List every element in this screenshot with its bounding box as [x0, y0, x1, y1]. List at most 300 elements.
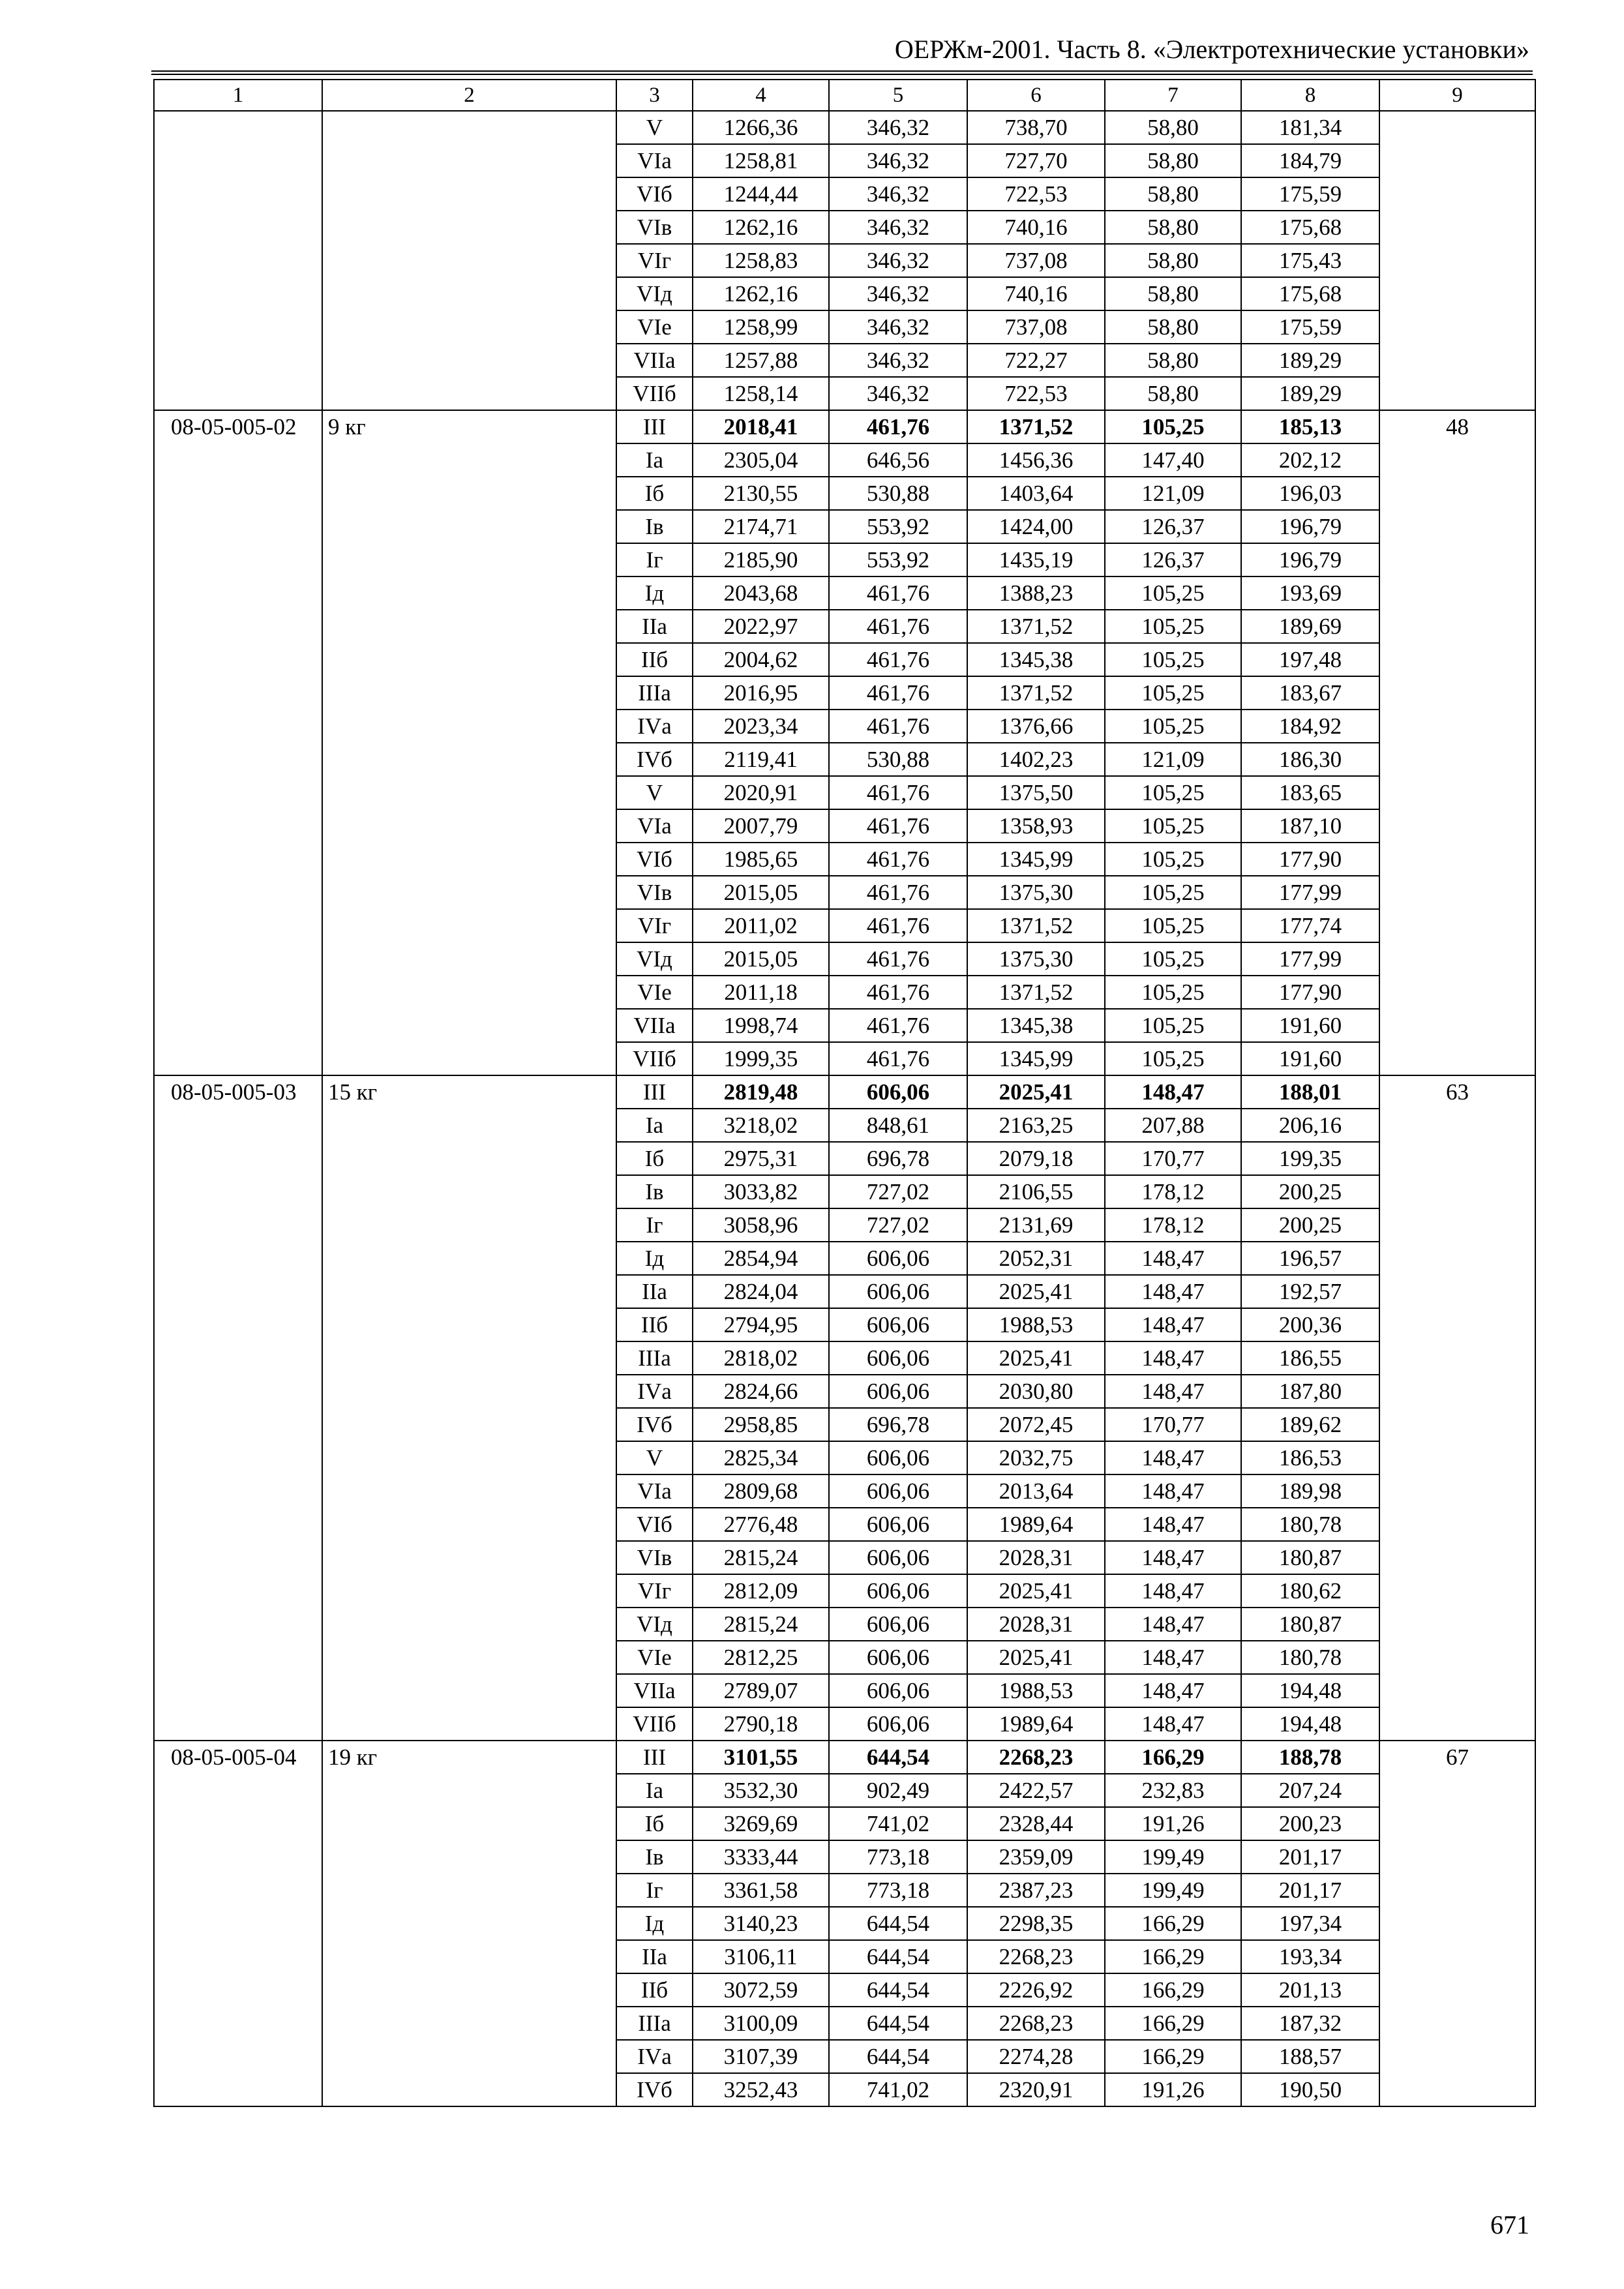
value-cell: 188,78 — [1241, 1741, 1379, 1774]
value-cell: 2163,25 — [967, 1109, 1105, 1142]
value-cell: 1345,38 — [967, 1009, 1105, 1042]
zone-cell: VIе — [616, 310, 693, 344]
value-cell: 200,25 — [1241, 1208, 1379, 1242]
value-cell: 3072,59 — [693, 1973, 829, 2007]
position-code-cell: 08-05-005-03 — [154, 1075, 322, 1741]
value-cell: 346,32 — [829, 244, 967, 277]
value-cell: 201,13 — [1241, 1973, 1379, 2007]
value-cell: 3218,02 — [693, 1109, 829, 1142]
value-cell: 346,32 — [829, 177, 967, 211]
value-cell: 187,10 — [1241, 809, 1379, 843]
zone-cell: Iб — [616, 1807, 693, 1840]
value-cell: 189,62 — [1241, 1408, 1379, 1441]
value-cell: 202,12 — [1241, 443, 1379, 477]
value-cell: 461,76 — [829, 909, 967, 942]
value-cell: 3101,55 — [693, 1741, 829, 1774]
value-cell: 2131,69 — [967, 1208, 1105, 1242]
value-cell: 2016,95 — [693, 676, 829, 710]
value-cell: 2268,23 — [967, 2007, 1105, 2040]
value-cell: 186,30 — [1241, 743, 1379, 776]
value-cell: 1371,52 — [967, 909, 1105, 942]
value-cell: 2043,68 — [693, 576, 829, 610]
value-cell: 2022,97 — [693, 610, 829, 643]
zone-cell: IVб — [616, 1408, 693, 1441]
value-cell: 177,90 — [1241, 843, 1379, 876]
value-cell: 1375,30 — [967, 876, 1105, 909]
value-cell: 2174,71 — [693, 510, 829, 543]
zone-cell: VIб — [616, 1508, 693, 1541]
value-cell: 178,12 — [1105, 1175, 1241, 1208]
value-cell: 1375,50 — [967, 776, 1105, 809]
value-cell: 105,25 — [1105, 843, 1241, 876]
value-cell: 148,47 — [1105, 1308, 1241, 1341]
value-cell: 148,47 — [1105, 1641, 1241, 1674]
zone-cell: VIд — [616, 277, 693, 310]
value-cell: 2185,90 — [693, 543, 829, 576]
zone-cell: IIIа — [616, 676, 693, 710]
zone-cell: V — [616, 111, 693, 144]
value-cell: 199,49 — [1105, 1874, 1241, 1907]
value-cell: 58,80 — [1105, 244, 1241, 277]
value-cell: 191,60 — [1241, 1042, 1379, 1075]
value-cell: 644,54 — [829, 1940, 967, 1973]
zone-cell: Iа — [616, 1774, 693, 1807]
column-number: 7 — [1105, 80, 1241, 111]
value-cell: 2011,02 — [693, 909, 829, 942]
column-9-cell — [1379, 111, 1535, 410]
table-row — [154, 410, 1535, 443]
value-cell: 2790,18 — [693, 1707, 829, 1741]
value-cell: 206,16 — [1241, 1109, 1379, 1142]
column-number: 8 — [1241, 80, 1379, 111]
value-cell: 2004,62 — [693, 643, 829, 676]
zone-cell: IIб — [616, 1973, 693, 2007]
value-cell: 170,77 — [1105, 1142, 1241, 1175]
value-cell: 2825,34 — [693, 1441, 829, 1474]
value-cell: 200,25 — [1241, 1175, 1379, 1208]
value-cell: 606,06 — [829, 1341, 967, 1375]
value-cell: 3269,69 — [693, 1807, 829, 1840]
value-cell: 185,13 — [1241, 410, 1379, 443]
value-cell: 696,78 — [829, 1142, 967, 1175]
value-cell: 105,25 — [1105, 643, 1241, 676]
value-cell: 740,16 — [967, 211, 1105, 244]
zone-cell: Iг — [616, 543, 693, 576]
zone-cell: IIа — [616, 610, 693, 643]
value-cell: 461,76 — [829, 809, 967, 843]
value-cell: 848,61 — [829, 1109, 967, 1142]
value-cell: 644,54 — [829, 1741, 967, 1774]
value-cell: 606,06 — [829, 1075, 967, 1109]
value-cell: 1371,52 — [967, 976, 1105, 1009]
zone-cell: VIIа — [616, 344, 693, 377]
value-cell: 346,32 — [829, 111, 967, 144]
price-table — [153, 79, 1536, 2107]
value-cell: 530,88 — [829, 477, 967, 510]
value-cell: 1402,23 — [967, 743, 1105, 776]
value-cell: 3100,09 — [693, 2007, 829, 2040]
zone-cell: IVа — [616, 1375, 693, 1408]
zone-cell: Iа — [616, 443, 693, 477]
value-cell: 737,08 — [967, 244, 1105, 277]
value-cell: 121,09 — [1105, 743, 1241, 776]
value-cell: 147,40 — [1105, 443, 1241, 477]
value-cell: 105,25 — [1105, 809, 1241, 843]
value-cell: 196,03 — [1241, 477, 1379, 510]
value-cell: 180,62 — [1241, 1574, 1379, 1608]
value-cell: 194,48 — [1241, 1674, 1379, 1707]
value-cell: 461,76 — [829, 876, 967, 909]
value-cell: 58,80 — [1105, 344, 1241, 377]
column-9-cell: 48 — [1379, 410, 1535, 1075]
value-cell: 606,06 — [829, 1641, 967, 1674]
value-cell: 2023,34 — [693, 710, 829, 743]
value-cell: 2422,57 — [967, 1774, 1105, 1807]
zone-cell: VIIб — [616, 1042, 693, 1075]
value-cell: 2028,31 — [967, 1608, 1105, 1641]
value-cell: 3252,43 — [693, 2073, 829, 2106]
value-cell: 180,87 — [1241, 1541, 1379, 1574]
value-cell: 148,47 — [1105, 1441, 1241, 1474]
value-cell: 346,32 — [829, 310, 967, 344]
value-cell: 177,74 — [1241, 909, 1379, 942]
value-cell: 1988,53 — [967, 1308, 1105, 1341]
value-cell: 201,17 — [1241, 1840, 1379, 1874]
value-cell: 199,35 — [1241, 1142, 1379, 1175]
value-cell: 1989,64 — [967, 1508, 1105, 1541]
value-cell: 1258,99 — [693, 310, 829, 344]
value-cell: 461,76 — [829, 610, 967, 643]
value-cell: 175,68 — [1241, 277, 1379, 310]
value-cell: 1258,14 — [693, 377, 829, 410]
value-cell: 461,76 — [829, 843, 967, 876]
value-cell: 553,92 — [829, 543, 967, 576]
value-cell: 553,92 — [829, 510, 967, 543]
zone-cell: IVб — [616, 743, 693, 776]
value-cell: 126,37 — [1105, 510, 1241, 543]
zone-cell: VIг — [616, 1574, 693, 1608]
value-cell: 193,69 — [1241, 576, 1379, 610]
value-cell: 2007,79 — [693, 809, 829, 843]
value-cell: 184,79 — [1241, 144, 1379, 177]
value-cell: 201,17 — [1241, 1874, 1379, 1907]
value-cell: 2359,09 — [967, 1840, 1105, 1874]
value-cell: 166,29 — [1105, 2007, 1241, 2040]
zone-cell: IIа — [616, 1275, 693, 1308]
value-cell: 3532,30 — [693, 1774, 829, 1807]
value-cell: 1456,36 — [967, 443, 1105, 477]
value-cell: 189,29 — [1241, 377, 1379, 410]
value-cell: 2130,55 — [693, 477, 829, 510]
value-cell: 184,92 — [1241, 710, 1379, 743]
zone-cell: III — [616, 410, 693, 443]
zone-cell: Iа — [616, 1109, 693, 1142]
value-cell: 606,06 — [829, 1508, 967, 1541]
value-cell: 199,49 — [1105, 1840, 1241, 1874]
value-cell: 178,12 — [1105, 1208, 1241, 1242]
value-cell: 461,76 — [829, 1009, 967, 1042]
value-cell: 175,43 — [1241, 244, 1379, 277]
zone-cell: VIIа — [616, 1009, 693, 1042]
value-cell: 2020,91 — [693, 776, 829, 809]
value-cell: 58,80 — [1105, 177, 1241, 211]
zone-cell: VIIб — [616, 377, 693, 410]
zone-cell: Iд — [616, 576, 693, 610]
value-cell: 207,88 — [1105, 1109, 1241, 1142]
value-cell: 192,57 — [1241, 1275, 1379, 1308]
value-cell: 105,25 — [1105, 976, 1241, 1009]
zone-cell: Iг — [616, 1208, 693, 1242]
value-cell: 166,29 — [1105, 1940, 1241, 1973]
value-cell: 606,06 — [829, 1242, 967, 1275]
value-cell: 2106,55 — [967, 1175, 1105, 1208]
value-cell: 2013,64 — [967, 1474, 1105, 1508]
value-cell: 606,06 — [829, 1608, 967, 1641]
value-cell: 190,50 — [1241, 2073, 1379, 2106]
column-9-cell: 67 — [1379, 1741, 1535, 2106]
value-cell: 197,34 — [1241, 1907, 1379, 1940]
value-cell: 644,54 — [829, 2040, 967, 2073]
value-cell: 105,25 — [1105, 876, 1241, 909]
value-cell: 2824,66 — [693, 1375, 829, 1408]
value-cell: 207,24 — [1241, 1774, 1379, 1807]
value-cell: 2072,45 — [967, 1408, 1105, 1441]
value-cell: 346,32 — [829, 144, 967, 177]
value-cell: 737,08 — [967, 310, 1105, 344]
value-cell: 193,34 — [1241, 1940, 1379, 1973]
zone-cell: VIв — [616, 876, 693, 909]
value-cell: 105,25 — [1105, 776, 1241, 809]
value-cell: 2305,04 — [693, 443, 829, 477]
value-cell: 148,47 — [1105, 1242, 1241, 1275]
column-number: 6 — [967, 80, 1105, 111]
value-cell: 2032,75 — [967, 1441, 1105, 1474]
value-cell: 722,53 — [967, 377, 1105, 410]
value-cell: 191,26 — [1105, 1807, 1241, 1840]
value-cell: 148,47 — [1105, 1508, 1241, 1541]
value-cell: 461,76 — [829, 410, 967, 443]
value-cell: 1376,66 — [967, 710, 1105, 743]
value-cell: 2015,05 — [693, 942, 829, 976]
value-cell: 175,68 — [1241, 211, 1379, 244]
zone-cell: VIIа — [616, 1674, 693, 1707]
position-code-cell: 08-05-005-04 — [154, 1741, 322, 2106]
value-cell: 741,02 — [829, 2073, 967, 2106]
value-cell: 166,29 — [1105, 2040, 1241, 2073]
value-cell: 148,47 — [1105, 1275, 1241, 1308]
value-cell: 191,60 — [1241, 1009, 1379, 1042]
position-code-cell: 08-05-005-02 — [154, 410, 322, 1075]
value-cell: 1371,52 — [967, 410, 1105, 443]
value-cell: 2298,35 — [967, 1907, 1105, 1940]
page-number: 671 — [1490, 2210, 1529, 2239]
value-cell: 2025,41 — [967, 1275, 1105, 1308]
value-cell: 461,76 — [829, 710, 967, 743]
document-header-title: ОЕРЖм-2001. Часть 8. «Электротехнические установки» — [894, 35, 1529, 64]
value-cell: 461,76 — [829, 776, 967, 809]
zone-cell: IIIа — [616, 1341, 693, 1375]
value-cell: 58,80 — [1105, 310, 1241, 344]
value-cell: 186,53 — [1241, 1441, 1379, 1474]
value-cell: 741,02 — [829, 1807, 967, 1840]
value-cell: 606,06 — [829, 1375, 967, 1408]
value-cell: 2274,28 — [967, 2040, 1105, 2073]
value-cell: 346,32 — [829, 344, 967, 377]
zone-cell: IIа — [616, 1940, 693, 1973]
zone-cell: IIб — [616, 643, 693, 676]
value-cell: 1403,64 — [967, 477, 1105, 510]
value-cell: 1257,88 — [693, 344, 829, 377]
value-cell: 902,49 — [829, 1774, 967, 1807]
value-cell: 166,29 — [1105, 1973, 1241, 2007]
value-cell: 105,25 — [1105, 942, 1241, 976]
value-cell: 196,79 — [1241, 543, 1379, 576]
value-cell: 105,25 — [1105, 410, 1241, 443]
description-cell: 19 кг — [322, 1741, 616, 2106]
value-cell: 105,25 — [1105, 909, 1241, 942]
value-cell: 200,36 — [1241, 1308, 1379, 1341]
value-cell: 177,99 — [1241, 942, 1379, 976]
column-number: 1 — [154, 80, 322, 111]
value-cell: 740,16 — [967, 277, 1105, 310]
value-cell: 1388,23 — [967, 576, 1105, 610]
value-cell: 180,87 — [1241, 1608, 1379, 1641]
value-cell: 346,32 — [829, 377, 967, 410]
column-number: 9 — [1379, 80, 1535, 111]
value-cell: 1989,64 — [967, 1707, 1105, 1741]
column-number: 5 — [829, 80, 967, 111]
value-cell: 1266,36 — [693, 111, 829, 144]
zone-cell: VIб — [616, 177, 693, 211]
value-cell: 1375,30 — [967, 942, 1105, 976]
value-cell: 2812,25 — [693, 1641, 829, 1674]
value-cell: 2320,91 — [967, 2073, 1105, 2106]
value-cell: 2079,18 — [967, 1142, 1105, 1175]
value-cell: 166,29 — [1105, 1907, 1241, 1940]
value-cell: 722,53 — [967, 177, 1105, 211]
value-cell: 2328,44 — [967, 1807, 1105, 1840]
zone-cell: IVб — [616, 2073, 693, 2106]
column-number: 2 — [322, 80, 616, 111]
value-cell: 188,57 — [1241, 2040, 1379, 2073]
zone-cell: Iг — [616, 1874, 693, 1907]
value-cell: 181,34 — [1241, 111, 1379, 144]
value-cell: 189,98 — [1241, 1474, 1379, 1508]
zone-cell: VIд — [616, 942, 693, 976]
value-cell: 105,25 — [1105, 1042, 1241, 1075]
value-cell: 175,59 — [1241, 177, 1379, 211]
zone-cell: IIIа — [616, 2007, 693, 2040]
value-cell: 175,59 — [1241, 310, 1379, 344]
value-cell: 2015,05 — [693, 876, 829, 909]
zone-cell: IIб — [616, 1308, 693, 1341]
value-cell: 1358,93 — [967, 809, 1105, 843]
value-cell: 2025,41 — [967, 1075, 1105, 1109]
value-cell: 606,06 — [829, 1474, 967, 1508]
zone-cell: VIа — [616, 1474, 693, 1508]
value-cell: 58,80 — [1105, 377, 1241, 410]
zone-cell: VIв — [616, 211, 693, 244]
value-cell: 2226,92 — [967, 1973, 1105, 2007]
zone-cell: VIе — [616, 976, 693, 1009]
value-cell: 727,02 — [829, 1175, 967, 1208]
value-cell: 105,25 — [1105, 1009, 1241, 1042]
table-body — [154, 111, 1535, 2106]
value-cell: 1371,52 — [967, 610, 1105, 643]
value-cell: 606,06 — [829, 1541, 967, 1574]
value-cell: 2052,31 — [967, 1242, 1105, 1275]
value-cell: 3058,96 — [693, 1208, 829, 1242]
header-double-rule — [151, 70, 1533, 75]
value-cell: 183,67 — [1241, 676, 1379, 710]
value-cell: 1371,52 — [967, 676, 1105, 710]
value-cell: 58,80 — [1105, 277, 1241, 310]
value-cell: 166,29 — [1105, 1741, 1241, 1774]
value-cell: 2030,80 — [967, 1375, 1105, 1408]
position-code-cell — [154, 111, 322, 410]
zone-cell: V — [616, 776, 693, 809]
table-row — [154, 1075, 1535, 1109]
zone-cell: VIб — [616, 843, 693, 876]
value-cell: 461,76 — [829, 576, 967, 610]
value-cell: 1262,16 — [693, 211, 829, 244]
value-cell: 1345,38 — [967, 643, 1105, 676]
value-cell: 2268,23 — [967, 1741, 1105, 1774]
zone-cell: V — [616, 1441, 693, 1474]
value-cell: 126,37 — [1105, 543, 1241, 576]
value-cell: 1345,99 — [967, 1042, 1105, 1075]
zone-cell: VIа — [616, 144, 693, 177]
value-cell: 606,06 — [829, 1674, 967, 1707]
zone-cell: Iв — [616, 1175, 693, 1208]
zone-cell: VIа — [616, 809, 693, 843]
value-cell: 738,70 — [967, 111, 1105, 144]
value-cell: 461,76 — [829, 1042, 967, 1075]
value-cell: 606,06 — [829, 1308, 967, 1341]
value-cell: 461,76 — [829, 676, 967, 710]
value-cell: 696,78 — [829, 1408, 967, 1441]
value-cell: 232,83 — [1105, 1774, 1241, 1807]
value-cell: 2818,02 — [693, 1341, 829, 1375]
table-row — [154, 1741, 1535, 1774]
zone-cell: III — [616, 1741, 693, 1774]
zone-cell: Iб — [616, 477, 693, 510]
table-row — [154, 111, 1535, 144]
value-cell: 530,88 — [829, 743, 967, 776]
value-cell: 2025,41 — [967, 1574, 1105, 1608]
value-cell: 1988,53 — [967, 1674, 1105, 1707]
value-cell: 191,26 — [1105, 2073, 1241, 2106]
value-cell: 2011,18 — [693, 976, 829, 1009]
zone-cell: VIIб — [616, 1707, 693, 1741]
value-cell: 177,90 — [1241, 976, 1379, 1009]
value-cell: 183,65 — [1241, 776, 1379, 809]
value-cell: 2809,68 — [693, 1474, 829, 1508]
value-cell: 3140,23 — [693, 1907, 829, 1940]
value-cell: 121,09 — [1105, 477, 1241, 510]
value-cell: 2854,94 — [693, 1242, 829, 1275]
value-cell: 105,25 — [1105, 676, 1241, 710]
value-cell: 1244,44 — [693, 177, 829, 211]
value-cell: 180,78 — [1241, 1508, 1379, 1541]
value-cell: 2819,48 — [693, 1075, 829, 1109]
value-cell: 148,47 — [1105, 1574, 1241, 1608]
zone-cell: VIе — [616, 1641, 693, 1674]
zone-cell: Iд — [616, 1242, 693, 1275]
value-cell: 1999,35 — [693, 1042, 829, 1075]
value-cell: 189,29 — [1241, 344, 1379, 377]
value-cell: 1258,81 — [693, 144, 829, 177]
